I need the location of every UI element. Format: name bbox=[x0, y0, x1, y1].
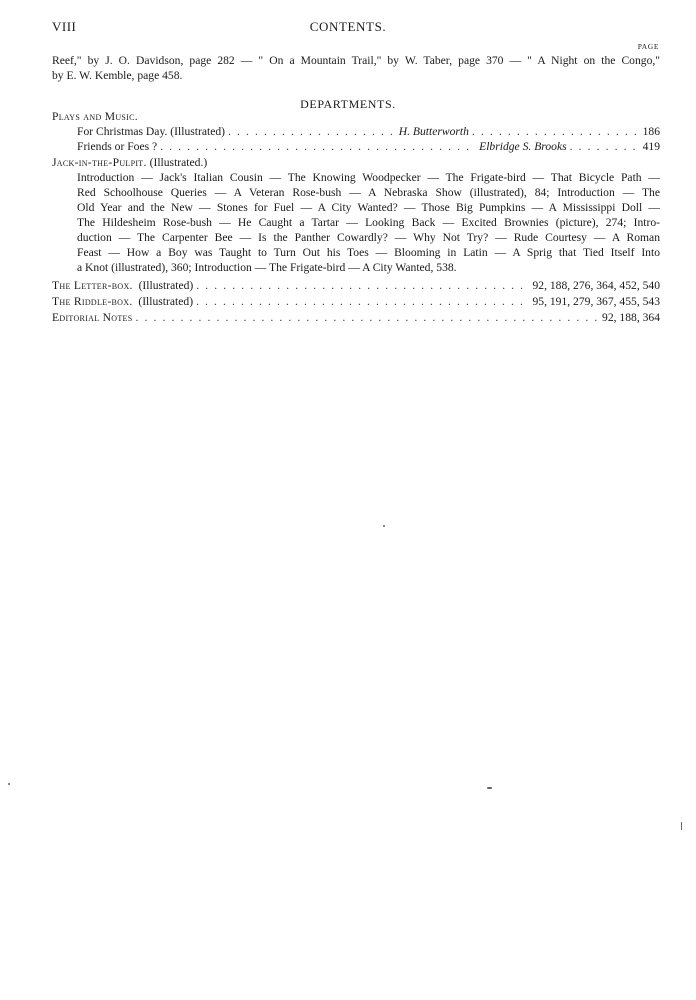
entry-title bbox=[52, 278, 193, 293]
toc-entry-editorial-notes bbox=[52, 310, 660, 325]
paper-speck bbox=[681, 822, 682, 830]
entry-page: 92, 188, 364 bbox=[602, 311, 660, 324]
jack-paragraph-line: duction — The Carpenter Bee — Is the Panther Cowardly? — Why Not Try? — Rude Courtesy — A Roman bbox=[77, 231, 660, 244]
entry-page: 95, 191, 279, 367, 455, 543 bbox=[532, 295, 660, 308]
paper-speck bbox=[487, 787, 492, 789]
leader-dots bbox=[135, 310, 599, 325]
leader-dots bbox=[228, 124, 396, 139]
leader-dots bbox=[570, 139, 640, 154]
entry-author: H. Butterworth bbox=[398, 125, 469, 138]
section-title: Jack-in-the-Pulpit. bbox=[52, 156, 147, 169]
leader-dots bbox=[472, 124, 640, 139]
jack-paragraph-line: a Knot (illustrated), 360; Introduction — The Frigate-bird — A City Wanted, 538. bbox=[77, 261, 457, 274]
page-heading: CONTENTS. bbox=[309, 19, 387, 34]
entry-title: For Christmas Day. (Illustrated) bbox=[77, 125, 226, 138]
page-folio: VIII bbox=[52, 19, 77, 34]
section-plays-and-music: Plays and Music. bbox=[52, 110, 138, 123]
entry-page: 419 bbox=[642, 140, 660, 153]
jack-paragraph-line: Feast — How a Boy was Taught to Turn Out his Toes — Blooming in Latin — A Sprig that Tied Itself Into bbox=[77, 246, 660, 259]
entry-note: (Illustrated) bbox=[138, 279, 194, 292]
paper-speck bbox=[383, 525, 385, 527]
section-note: (Illustrated.) bbox=[149, 156, 208, 169]
entry-page: 92, 188, 276, 364, 452, 540 bbox=[532, 279, 660, 292]
continuation-line-2: by E. W. Kemble, page 458. bbox=[52, 69, 183, 82]
page-column-label: PAGE bbox=[637, 42, 659, 51]
jack-paragraph-line: Introduction — Jack's Italian Cousin — The Knowing Woodpecker — The Frigate-bird — That Bicycle Path — bbox=[77, 171, 660, 184]
departments-heading: DEPARTMENTS. bbox=[300, 97, 396, 111]
paper-speck bbox=[8, 783, 10, 785]
leader-dots bbox=[160, 139, 476, 154]
leader-dots bbox=[196, 294, 529, 309]
toc-entry bbox=[77, 139, 660, 154]
entry-title: Friends or Foes ? bbox=[77, 140, 158, 153]
entry-title-text: The Riddle-box. bbox=[52, 295, 133, 308]
jack-paragraph-line: Old Year and the New — Stones for Fuel — A City Wanted? — Those Big Pumpkins — A Mississippi Doll — bbox=[77, 201, 660, 214]
continuation-line-1: Reef," by J. O. Davidson, page 282 — " On a Mountain Trail," by W. Taber, page 370 — " A Night on the Congo," bbox=[52, 54, 660, 67]
jack-paragraph-line: Red Schoolhouse Queries — A Veteran Rose-bush — A Nebraska Show (illustrated), 84; Introduction — The bbox=[77, 186, 660, 199]
jack-paragraph-line: The Hildesheim Rose-bush — He Caught a Tartar — Looking Back — Excited Brownies (picture), 274; Intro- bbox=[77, 216, 660, 229]
entry-title bbox=[52, 294, 193, 309]
toc-entry bbox=[77, 124, 660, 139]
toc-entry-letter-box bbox=[52, 278, 660, 293]
entry-title-text: The Letter-box. bbox=[52, 279, 133, 292]
entry-note: (Illustrated) bbox=[138, 295, 194, 308]
entry-author: Elbridge S. Brooks bbox=[479, 140, 567, 153]
toc-entry-riddle-box bbox=[52, 294, 660, 309]
section-jack-in-the-pulpit bbox=[52, 155, 207, 170]
entry-page: 186 bbox=[642, 125, 660, 138]
leader-dots bbox=[196, 278, 529, 293]
entry-title: Editorial Notes bbox=[52, 311, 133, 324]
